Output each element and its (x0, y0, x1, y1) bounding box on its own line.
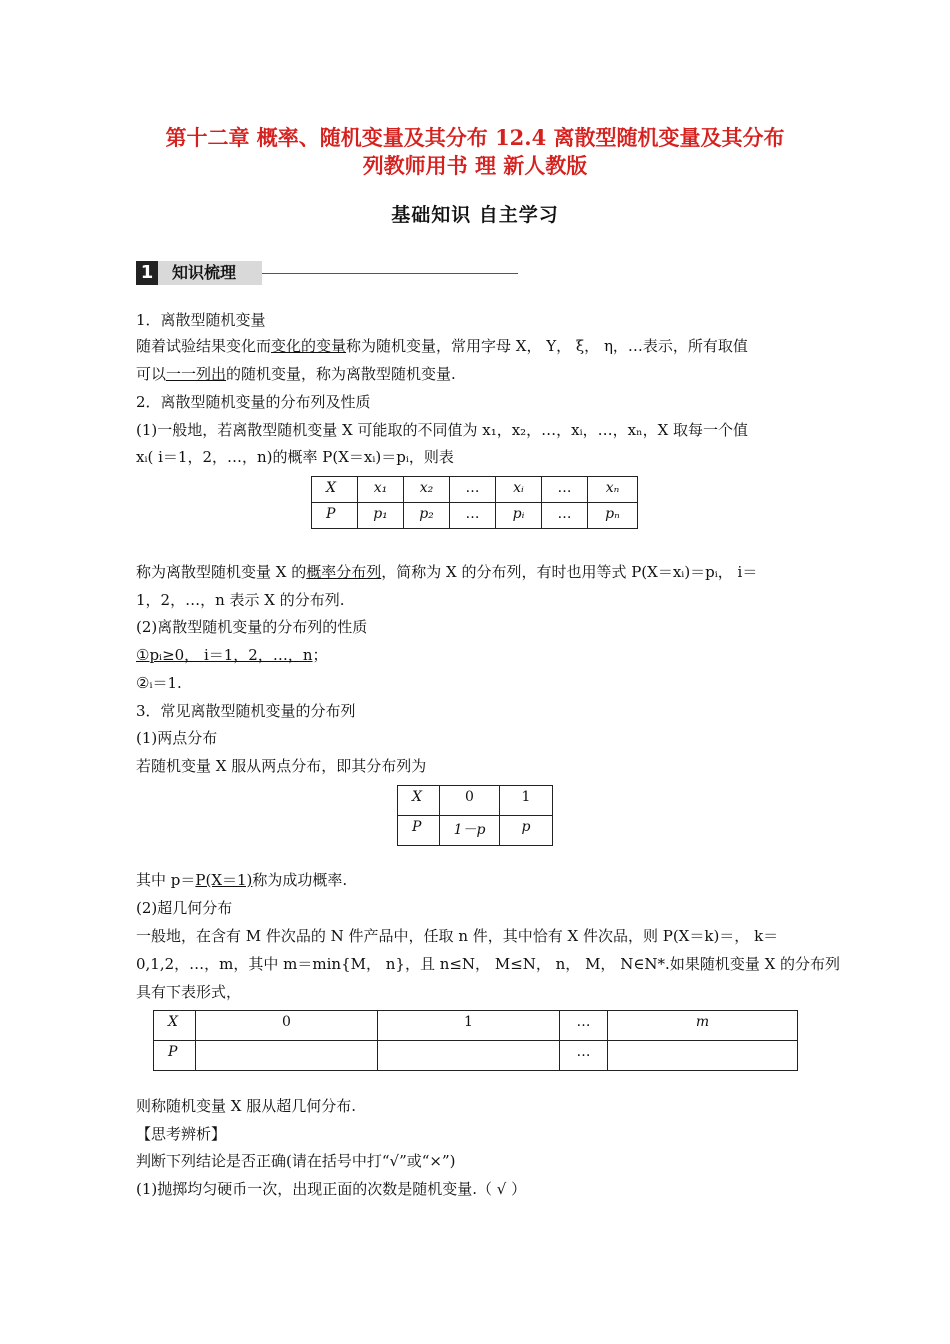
text: 称为随机变量，常用字母 X， Y， ξ， η，…表示，所有取值 (346, 337, 748, 355)
text: ，简称为 X 的分布列，有时也用等式 P(X＝xᵢ)＝pᵢ， i＝ (381, 563, 758, 581)
paragraph-line: 具有下表形式， (136, 983, 242, 1001)
table-cell: … (560, 1041, 608, 1071)
underlined-answer: ①pᵢ≥0， i＝1，2，…，n (136, 646, 313, 664)
table-cell: P (312, 503, 358, 529)
item-heading-3: 3．常见离散型随机变量的分布列 (136, 702, 356, 720)
text: 的随机变量，称为离散型随机变量. (226, 365, 456, 383)
paragraph-line: (2)离散型随机变量的分布列的性质 (136, 618, 368, 636)
paragraph-line: 若随机变量 X 服从两点分布，即其分布列为 (136, 757, 427, 775)
paragraph-line: 0,1,2，…，m，其中 m＝min{M， n}，且 n≤N， M≤N， n， M， N∈N*.如果随机变量 X 的分布列 (136, 955, 841, 973)
table-cell: p₁ (358, 503, 404, 529)
paragraph-line: xᵢ( i＝1，2，…，n)的概率 P(X＝xᵢ)＝pᵢ，则表 (136, 448, 454, 466)
paragraph-line (136, 364, 456, 384)
table-cell: m (608, 1011, 798, 1041)
table-cell: xₙ (588, 477, 638, 503)
paragraph-line (136, 870, 347, 890)
table-cell (196, 1041, 378, 1071)
distribution-table-hypergeometric (153, 1010, 798, 1071)
table-cell: p (500, 816, 553, 846)
distribution-table-general (311, 476, 638, 529)
text: 随着试验结果变化而 (136, 337, 272, 355)
table-cell: P (398, 816, 440, 846)
item-heading-2: 2．离散型随机变量的分布列及性质 (136, 393, 371, 411)
paragraph-line: 【思考辨析】 (136, 1125, 227, 1143)
paragraph-line (136, 645, 328, 665)
table-cell: … (542, 503, 588, 529)
table-cell: … (560, 1011, 608, 1041)
section-divider (262, 273, 518, 274)
table-cell: 0 (196, 1011, 378, 1041)
table-cell: … (450, 477, 496, 503)
paragraph-line (136, 336, 748, 356)
table-cell: … (450, 503, 496, 529)
paragraph-line: ②ᵢ＝1. (136, 674, 182, 692)
text: 称为离散型随机变量 X 的 (136, 563, 307, 581)
paragraph-line: (2)超几何分布 (136, 899, 233, 917)
doc-title-line2: 列教师用书 理 新人教版 (362, 153, 588, 178)
table-cell: 1 (500, 786, 553, 816)
table-cell: X (154, 1011, 196, 1041)
section-header (136, 261, 518, 285)
table-cell (378, 1041, 560, 1071)
paragraph-line: 判断下列结论是否正确(请在括号中打“√”或“×”) (136, 1152, 456, 1170)
table-cell (608, 1041, 798, 1071)
text: ； (312, 646, 328, 664)
table-cell: 0 (440, 786, 500, 816)
table-cell: xᵢ (496, 477, 542, 503)
table-cell: pᵢ (496, 503, 542, 529)
table-cell: x₁ (358, 477, 404, 503)
text: 其中 p＝ (136, 871, 196, 889)
doc-title-line1: 第十二章 概率、随机变量及其分布 12.4 离散型随机变量及其分布 (165, 125, 785, 150)
paragraph-line: (1)两点分布 (136, 729, 218, 747)
paragraph-line: 则称随机变量 X 服从超几何分布. (136, 1097, 356, 1115)
underlined-answer: 变化的变量 (271, 337, 347, 355)
paragraph-line: 1，2，…，n 表示 X 的分布列. (136, 591, 345, 609)
table-cell: x₂ (404, 477, 450, 503)
table-cell: 1 (378, 1011, 560, 1041)
underlined-answer: 概率分布列 (306, 563, 382, 581)
table-cell: P (154, 1041, 196, 1071)
table-cell: X (398, 786, 440, 816)
table-cell: X (312, 477, 358, 503)
paragraph-line: (1)一般地，若离散型随机变量 X 可能取的不同值为 x₁，x₂，…，xᵢ，…，xₙ，X 取每一个值 (136, 421, 749, 439)
section-number-badge: 1 (136, 261, 158, 285)
distribution-table-two-point (397, 785, 553, 846)
paragraph-line (136, 562, 757, 582)
table-cell: pₙ (588, 503, 638, 529)
section-label: 知识梳理 (158, 261, 262, 285)
item-heading-1: 1．离散型随机变量 (136, 311, 266, 329)
table-cell: 1－p (440, 816, 500, 846)
text: 称为成功概率. (252, 871, 348, 889)
text: 可以 (136, 365, 167, 383)
paragraph-line: 一般地，在含有 M 件次品的 N 件产品中，任取 n 件，其中恰有 X 件次品，则 P(X＝k)＝， k＝ (136, 927, 779, 945)
table-cell: … (542, 477, 588, 503)
underlined-answer: 一一列出 (166, 365, 227, 383)
table-cell: p₂ (404, 503, 450, 529)
paragraph-line: (1)抛掷均匀硬币一次，出现正面的次数是随机变量.（ √ ） (136, 1180, 527, 1198)
section-subtitle: 基础知识 自主学习 (391, 204, 559, 226)
underlined-answer: P(X＝1) (195, 871, 253, 889)
